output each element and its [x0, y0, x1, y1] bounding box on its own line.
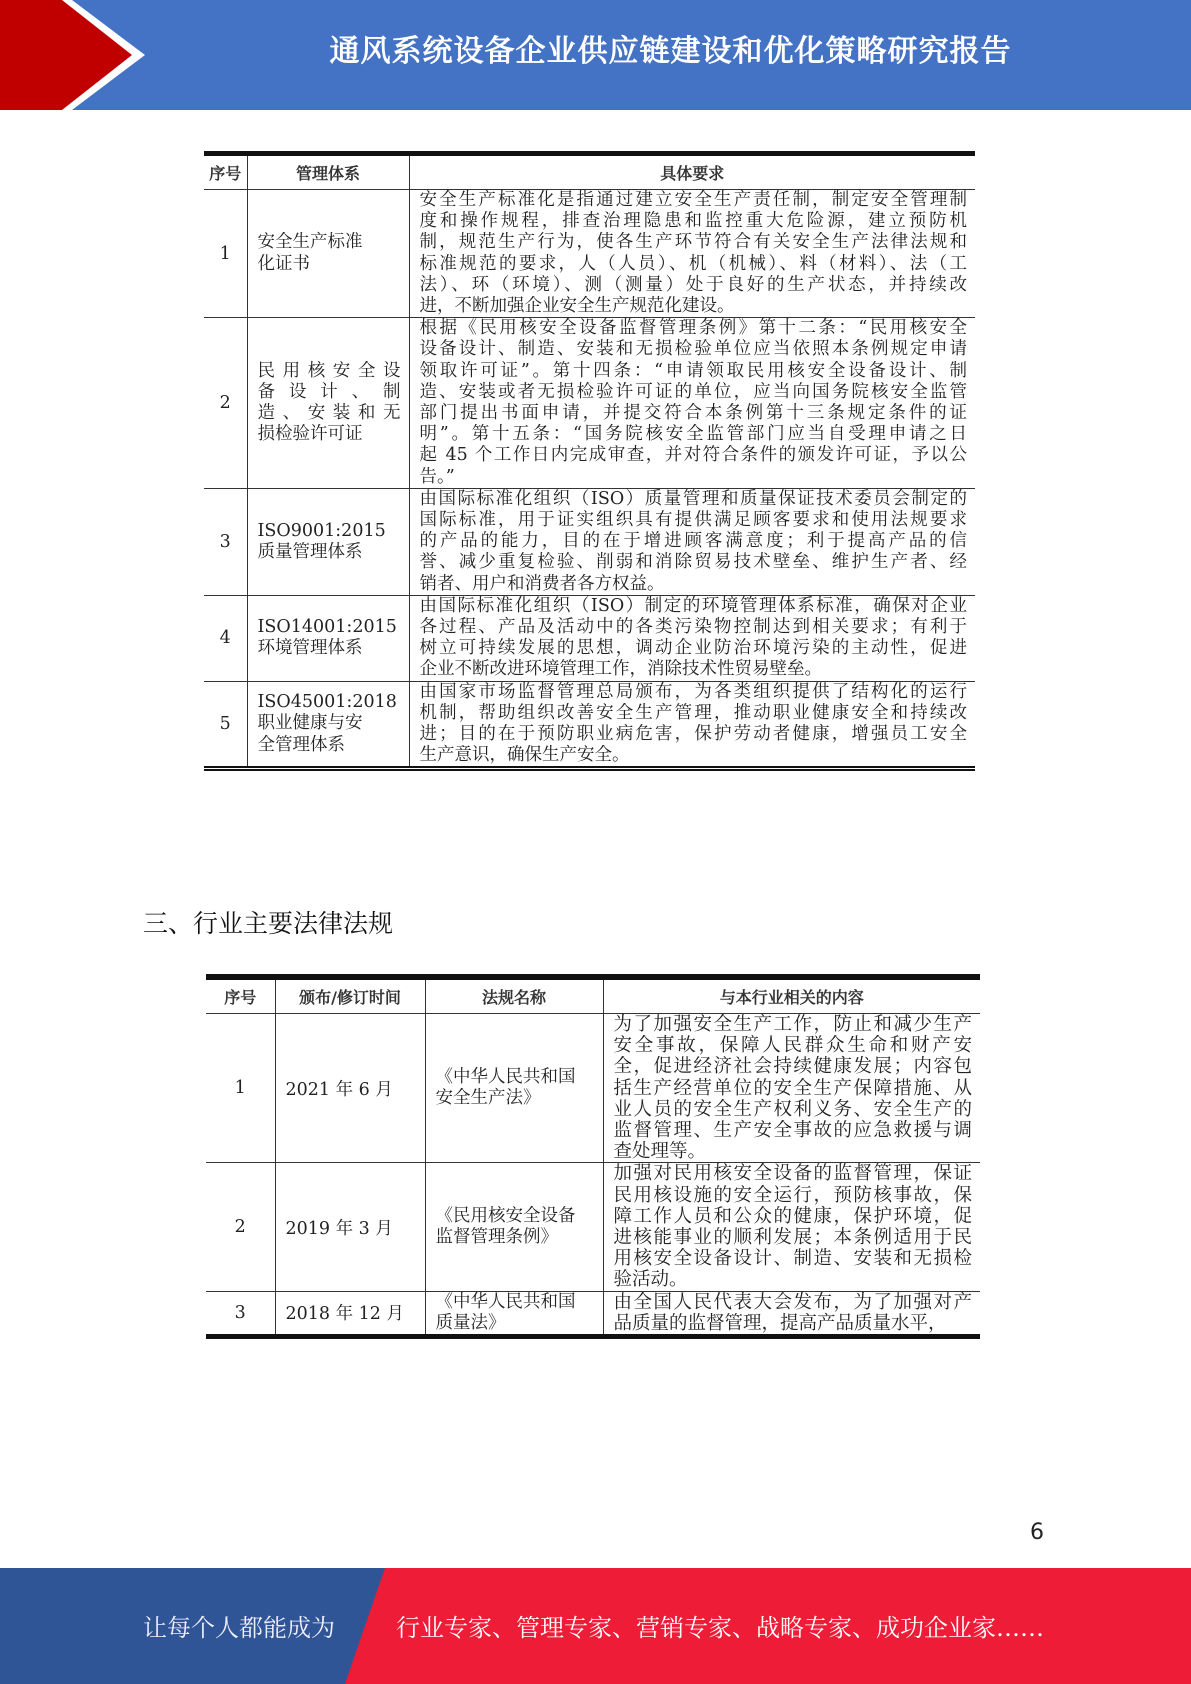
- cell-line: 根据《民用核安全设备监督管理条例》第十二条：“民用核安全: [419, 318, 967, 339]
- cell-line: 民用核安全设: [257, 360, 401, 381]
- cell-line: 部门提出书面申请，并提交符合本条例第十三条规定条件的证: [419, 403, 967, 424]
- header-arrow-icon: [0, 0, 160, 110]
- table-row: [204, 488, 975, 595]
- cell-line: ISO9001:2015: [257, 520, 386, 541]
- footer-slogan-right: 行业专家、管理专家、营销专家、战略专家、成功企业家……: [396, 1614, 1044, 1642]
- cell-line: 《民用核安全设备: [435, 1205, 576, 1226]
- row-number: 1: [204, 190, 247, 318]
- regulation-name: [425, 1291, 603, 1336]
- cell-line: 企业不断改进环境管理工作，消除技术性贸易壁垒。: [419, 659, 822, 680]
- column-header: 具体要求: [409, 154, 975, 190]
- table-row: [204, 595, 975, 681]
- regulation-name: [425, 1014, 603, 1163]
- column-header: 管理体系: [247, 154, 409, 190]
- table-row: [204, 681, 975, 769]
- column-header: 与本行业相关的内容: [603, 977, 980, 1014]
- cell-line: 民用核设施的安全运行，预防核事故，保: [613, 1184, 972, 1206]
- section-heading: 三、行业主要法律法规: [143, 909, 394, 938]
- cell-line: 监督管理、生产安全事故的应急救援与调: [613, 1120, 972, 1142]
- cell-line: 验活动。: [613, 1269, 688, 1291]
- management-system-name: [247, 681, 409, 769]
- cell-line: 环境管理体系: [257, 638, 363, 659]
- cell-line: 由国际标准化组织（ISO）质量管理和质量保证技术委员会制定的: [419, 488, 967, 509]
- cell-line: 质量法》: [435, 1312, 506, 1333]
- requirement-text: [409, 595, 975, 681]
- cell-line: 度和操作规程，排查治理隐患和监控重大危险源，建立预防机: [419, 211, 967, 232]
- cell-line: 销者、用户和消费者各方权益。: [419, 573, 665, 594]
- management-system-name: [247, 318, 409, 489]
- management-system-name: [247, 488, 409, 595]
- cell-line: 安全生产标准: [257, 232, 363, 253]
- cell-line: 备 设 计 、 制: [257, 381, 401, 402]
- issue-date: 2019 年 3 月: [275, 1163, 425, 1291]
- cell-line: 职业健康与安: [257, 713, 363, 734]
- cell-line: 全管理体系: [257, 734, 345, 755]
- cell-line: 由国家市场监督管理总局颁布，为各类组织提供了结构化的运行: [419, 681, 967, 702]
- cell-line: 各过程、产品及活动中的各类污染物控制达到相关要求；有利于: [419, 617, 967, 638]
- cell-line: 的产品的能力，目的在于增进顾客满意度；利于提高产品的信: [419, 531, 967, 552]
- page-footer: [0, 1568, 1191, 1684]
- cell-line: 《中华人民共和国: [435, 1067, 576, 1087]
- cell-line: ISO14001:2015: [257, 617, 397, 638]
- cell-line: 告。”: [419, 466, 455, 487]
- table-row: [206, 1291, 980, 1336]
- table-row: [204, 318, 975, 489]
- footer-slogan-left: 让每个人都能成为: [143, 1614, 335, 1642]
- cell-line: 标准规范的要求，人（人员）、机（机械）、料（材料）、法（工: [419, 253, 967, 274]
- column-header: 序号: [206, 977, 275, 1014]
- management-system-name: [247, 190, 409, 318]
- table-row: [206, 1014, 980, 1163]
- cell-line: 障工作人员和公众的健康，保护环境，促: [613, 1205, 972, 1227]
- issue-date: 2018 年 12 月: [275, 1291, 425, 1336]
- row-number: 2: [204, 318, 247, 489]
- cell-line: 质量管理体系: [257, 541, 363, 562]
- row-number: 3: [206, 1291, 275, 1336]
- cell-line: 损检验许可证: [257, 424, 363, 445]
- related-content: [603, 1014, 980, 1163]
- row-number: 2: [206, 1163, 275, 1291]
- requirement-text: [409, 488, 975, 595]
- related-content: [603, 1291, 980, 1336]
- column-header: 法规名称: [425, 977, 603, 1014]
- cell-line: 查处理等。: [613, 1141, 707, 1163]
- requirement-text: [409, 318, 975, 489]
- cell-line: 为了加强安全生产工作，防止和减少生产: [613, 1014, 972, 1035]
- cell-line: 安全生产标准化是指通过建立安全生产责任制，制定安全管理制: [419, 190, 967, 210]
- issue-date: 2021 年 6 月: [275, 1014, 425, 1163]
- regulation-name: [425, 1163, 603, 1291]
- cell-line: 用核安全设备设计、制造、安装和无损检: [613, 1248, 972, 1270]
- cell-line: 进，不断加强企业安全生产规范化建设。: [419, 296, 735, 317]
- cell-line: 生产意识，确保生产安全。: [419, 745, 630, 766]
- management-system-table: [204, 151, 975, 771]
- laws-regulations-table: [206, 974, 980, 1339]
- page-number: 6: [1030, 1520, 1044, 1545]
- cell-line: 起 45 个工作日内完成审查，并对符合条件的颁发许可证，予以公: [419, 445, 967, 466]
- cell-line: 誉、减少重复检验、削弱和消除贸易技术壁垒、维护生产者、经: [419, 552, 967, 573]
- row-number: 5: [204, 681, 247, 769]
- management-system-name: [247, 595, 409, 681]
- cell-line: 安全生产法》: [435, 1088, 541, 1109]
- cell-line: 《中华人民共和国: [435, 1291, 576, 1312]
- cell-line: ISO45001:2018: [257, 692, 397, 713]
- column-header: 序号: [204, 154, 247, 190]
- cell-line: 品质量的监督管理，提高产品质量水平，: [613, 1312, 947, 1334]
- row-number: 4: [204, 595, 247, 681]
- cell-line: 由全国人民代表大会发布，为了加强对产: [613, 1291, 972, 1313]
- cell-line: 领取许可证”。第十四条：“申请领取民用核安全设备设计、制: [419, 360, 967, 381]
- cell-line: 由国际标准化组织（ISO）制定的环境管理体系标准，确保对企业: [419, 595, 967, 616]
- related-content: [603, 1163, 980, 1291]
- cell-line: 括生产经营单位的安全生产保障措施、从: [613, 1077, 972, 1099]
- cell-line: 进核能事业的顺利发展；本条例适用于民: [613, 1227, 972, 1249]
- row-number: 3: [204, 488, 247, 595]
- cell-line: 安全事故，保障人民群众生命和财产安: [613, 1035, 972, 1057]
- cell-line: 造、安装和无: [257, 403, 401, 424]
- requirement-text: [409, 190, 975, 318]
- requirement-text: [409, 681, 975, 769]
- row-number: 1: [206, 1014, 275, 1163]
- report-title: 通风系统设备企业供应链建设和优化策略研究报告: [329, 34, 1012, 69]
- column-header: 颁布/修订时间: [275, 977, 425, 1014]
- cell-line: 进；目的在于预防职业病危害，保护劳动者健康，增强员工安全: [419, 724, 967, 745]
- cell-line: 设备设计、制造、安装和无损检验单位应当依照本条例规定申请: [419, 339, 967, 360]
- table-row: [206, 1163, 980, 1291]
- cell-line: 树立可持续发展的思想，调动企业防治环境污染的主动性，促进: [419, 638, 967, 659]
- cell-line: 加强对民用核安全设备的监督管理，保证: [613, 1163, 972, 1185]
- cell-line: 国际标准，用于证实组织具有提供满足顾客要求和使用法规要求: [419, 510, 967, 531]
- cell-line: 制，规范生产行为，使各生产环节符合有关安全生产法律法规和: [419, 232, 967, 253]
- cell-line: 机制，帮助组织改善安全生产管理，推动职业健康安全和持续改: [419, 702, 967, 723]
- cell-line: 造、安装或者无损检验许可证的单位，应当向国务院核安全监管: [419, 381, 967, 402]
- page-header: [0, 0, 1191, 110]
- cell-line: 业人员的安全生产权利义务、安全生产的: [613, 1098, 972, 1120]
- cell-line: 法）、环（环境）、测（测量）处于良好的生产状态，并持续改: [419, 274, 967, 295]
- cell-line: 明”。第十五条：“国务院核安全监管部门应当自受理申请之日: [419, 424, 967, 445]
- cell-line: 监督管理条例》: [435, 1227, 558, 1248]
- cell-line: 全，促进经济社会持续健康发展；内容包: [613, 1056, 972, 1078]
- table-row: [204, 190, 975, 318]
- cell-line: 化证书: [257, 253, 310, 274]
